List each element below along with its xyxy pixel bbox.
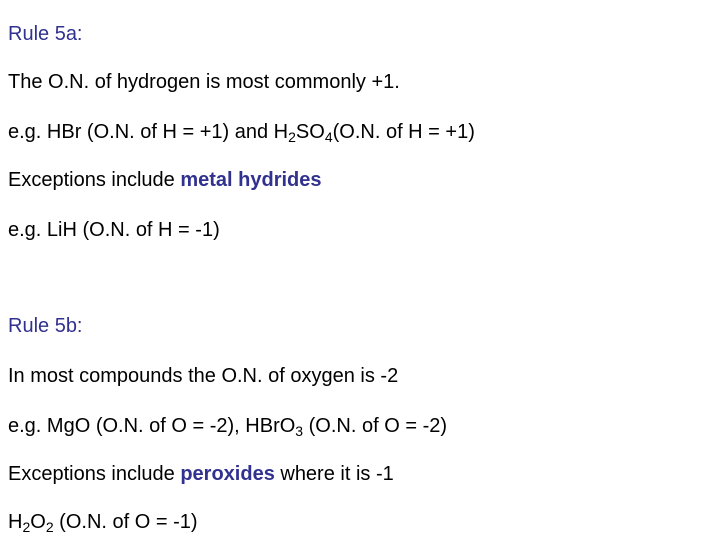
exceptions-suffix: where it is -1 — [274, 463, 394, 485]
example-text: (O.N. of O = -2) — [303, 415, 448, 437]
example-text: e.g. MgO (O.N. of O = -2), HBrO — [8, 415, 296, 437]
highlighted-term-peroxides: peroxides — [180, 463, 275, 485]
rule-5a-heading: Rule 5a: — [8, 23, 83, 45]
example-text: e.g. HBr (O.N. of H = +1) and H — [8, 121, 289, 143]
example-text: (O.N. of H = +1) — [332, 121, 475, 143]
subscript: 2 — [22, 519, 31, 535]
subscript: 2 — [288, 129, 296, 145]
example-text: SO — [295, 121, 325, 143]
exceptions-prefix: Exceptions include — [8, 169, 181, 191]
rule-5b-exception-example — [8, 510, 198, 534]
rule-5b-heading: Rule 5b: — [8, 315, 83, 337]
rule-5a-example — [8, 120, 475, 144]
rule-5b-statement: In most compounds the O.N. of oxygen is -2 — [8, 365, 399, 387]
exceptions-prefix: Exceptions include — [8, 463, 181, 485]
subscript: 4 — [324, 129, 333, 145]
rule-5a-exception-example: e.g. LiH (O.N. of H = -1) — [8, 219, 220, 241]
formula-text: (O.N. of O = -1) — [53, 511, 198, 533]
rule-5b-exceptions — [8, 462, 394, 486]
rule-5a-statement: The O.N. of hydrogen is most commonly +1. — [8, 71, 400, 93]
highlighted-term-metal-hydrides: metal hydrides — [180, 169, 322, 191]
formula-text: O — [30, 511, 46, 533]
subscript: 3 — [295, 423, 304, 439]
rule-5b-example — [8, 414, 447, 438]
rule-5a-exceptions — [8, 168, 322, 192]
formula-text: H — [8, 511, 23, 533]
subscript: 2 — [45, 519, 54, 535]
